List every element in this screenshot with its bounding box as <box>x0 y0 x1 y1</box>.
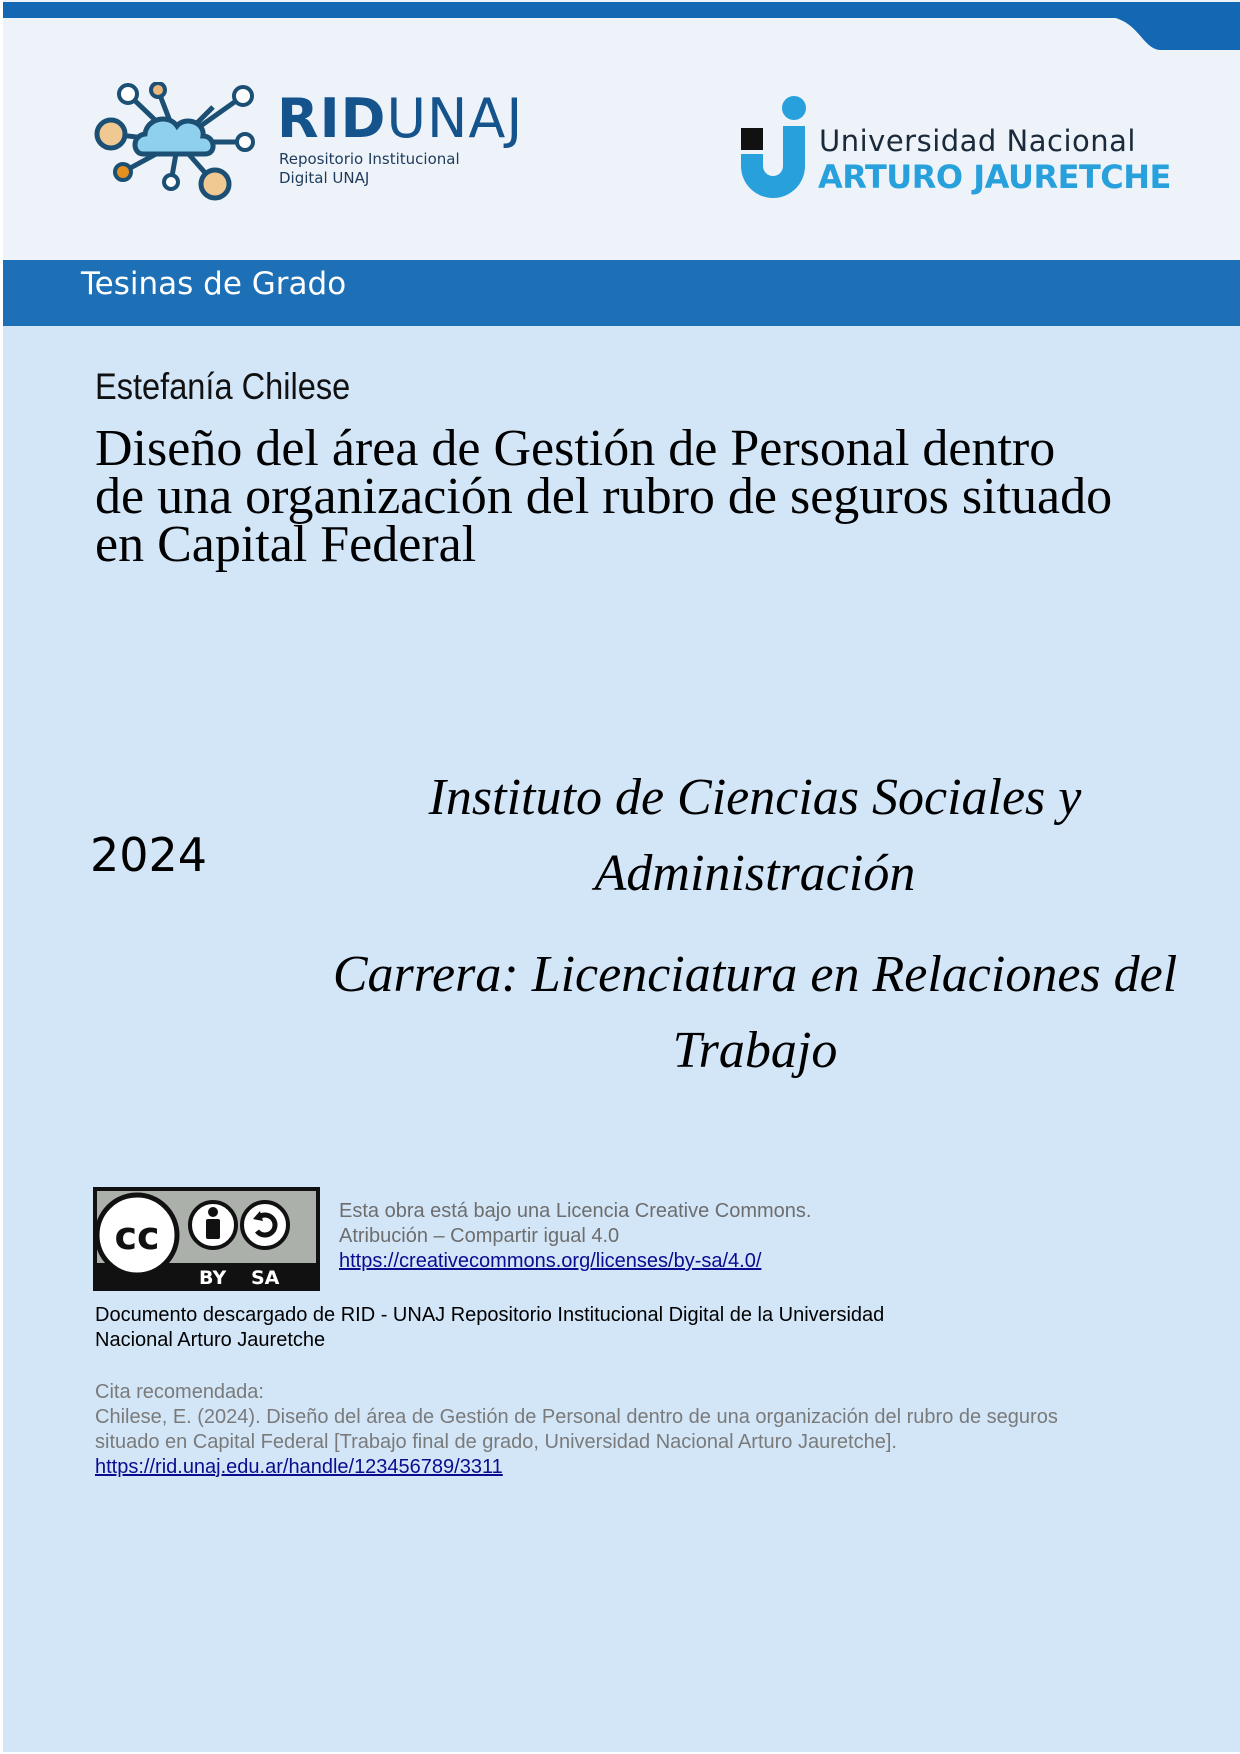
citation-line2: situado en Capital Federal [Trabajo final de grado, Universidad Nacional Arturo Jauretche]. <box>95 1431 897 1453</box>
citation-link[interactable]: https://rid.unaj.edu.ar/handle/123456789/3311 <box>95 1456 503 1478</box>
career-line: Trabajo <box>672 1022 838 1079</box>
university-name-line2: ARTURO JAURETCHE <box>818 158 1171 196</box>
ridunaj-subtitle <box>279 150 460 188</box>
top-accent-bar <box>3 2 1240 18</box>
university-name-line1: Universidad Nacional <box>819 124 1136 158</box>
ridunaj-wordmark <box>277 87 524 150</box>
download-note-line1: Documento descargado de RID - UNAJ Repositorio Institucional Digital de la Universidad <box>95 1304 885 1326</box>
citation-heading: Cita recomendada: <box>95 1381 264 1403</box>
title-line: en Capital Federal <box>95 516 477 573</box>
citation-line1: Chilese, E. (2024). Diseño del área de Gestión de Personal dentro de una organización del rubro de seguros <box>95 1406 1058 1428</box>
license-line1: Esta obra está bajo una Licencia Creative Commons. <box>339 1200 812 1222</box>
institute-line: Instituto de Ciencias Sociales y <box>428 769 1082 826</box>
cc-sa-label: SA <box>251 1267 280 1289</box>
recommended-citation <box>95 1380 1155 1480</box>
publication-year: 2024 <box>90 828 208 882</box>
cc-by-sa-badge <box>93 1187 320 1291</box>
cc-badge-label: cc <box>114 1214 160 1258</box>
cc-by-label: BY <box>199 1267 227 1289</box>
download-note <box>95 1303 995 1353</box>
ridunaj-brand-light: UNAJ <box>386 87 524 150</box>
ridunaj-network-cloud-icon <box>93 82 263 208</box>
career-name <box>330 937 1180 1089</box>
title-line: de una organización del rubro de seguros situado <box>95 468 1113 525</box>
career-line: Carrera: Licenciatura en Relaciones del <box>332 946 1178 1003</box>
license-line2: Atribución – Compartir igual 4.0 <box>339 1225 620 1247</box>
header <box>3 0 1240 260</box>
license-link[interactable]: https://creativecommons.org/licenses/by-sa/4.0/ <box>339 1250 762 1272</box>
ridunaj-subtitle-line2: Digital UNAJ <box>279 169 370 187</box>
section-band-label: Tesinas de Grado <box>81 266 347 302</box>
unaj-j-logo-icon <box>741 96 811 200</box>
corner-wave-decoration <box>1101 2 1240 50</box>
license-text <box>339 1199 811 1274</box>
author-name: Estefanía Chilese <box>95 366 351 407</box>
document-title <box>95 420 1195 573</box>
title-line: Diseño del área de Gestión de Personal dentro <box>95 420 1056 477</box>
download-note-line2: Nacional Arturo Jauretche <box>95 1329 326 1351</box>
ridunaj-brand-bold: RID <box>277 87 387 150</box>
institute-line: Administración <box>594 845 916 902</box>
ridunaj-subtitle-line1: Repositorio Institucional <box>279 150 460 168</box>
institute-name <box>330 760 1180 912</box>
